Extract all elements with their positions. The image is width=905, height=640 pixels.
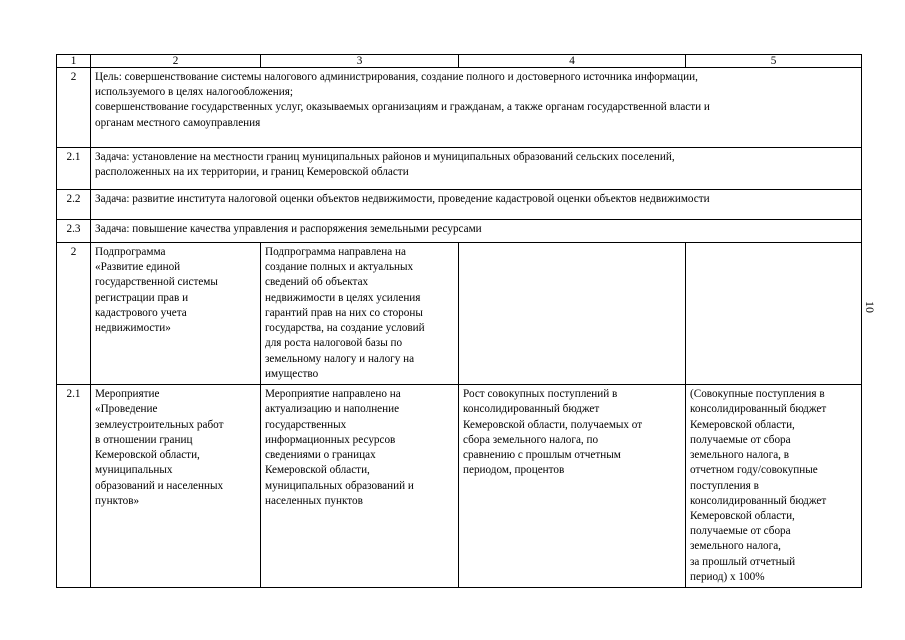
program-table bbox=[56, 54, 862, 588]
task-row bbox=[57, 220, 862, 243]
task-text: Задача: повышение качества управления и распоряжения земельными ресурсами bbox=[91, 220, 862, 243]
subprogram-description bbox=[261, 243, 459, 385]
goal-line: Цель: совершенствование системы налогового администрирования, создание полного и достоверного источника информации, bbox=[95, 71, 698, 83]
subprogram-row bbox=[57, 243, 862, 385]
measure-desc-line: актуализацию и наполнение bbox=[265, 403, 400, 416]
measure-formula-line: земельного налога, в bbox=[690, 449, 790, 462]
measure-formula-line: отчетном году/совокупные bbox=[690, 464, 818, 477]
header-row bbox=[57, 55, 862, 68]
measure-name-line: Мероприятие bbox=[95, 388, 160, 401]
measure-formula-line: Кемеровской области, bbox=[690, 418, 795, 431]
task-line: расположенных на их территории, и границ Кемеровской области bbox=[95, 166, 409, 179]
measure-formula bbox=[686, 385, 862, 588]
subprogram-desc-line: имущество bbox=[265, 367, 319, 380]
measure-name-line: Кемеровской области, bbox=[95, 449, 200, 462]
measure-name-line: в отношении границ bbox=[95, 433, 193, 446]
subprogram-indicator-cell bbox=[459, 243, 686, 385]
measure-indicator-line: Кемеровской области, получаемых от bbox=[463, 418, 643, 431]
task-number: 2.3 bbox=[57, 220, 91, 243]
subprogram-name-line: кадастрового учета bbox=[95, 306, 187, 319]
measure-name-line: образований и населенных bbox=[95, 479, 224, 492]
measure-formula-line: за прошлый отчетный bbox=[690, 555, 796, 568]
task-text: Задача: развитие института налоговой оценки объектов недвижимости, проведение кадастровой оценки объектов недвижимости bbox=[91, 190, 862, 220]
task-line: Задача: установление на местности границ муниципальных районов и муниципальных образований сельских поселений, bbox=[95, 151, 675, 163]
measure-formula-line: получаемые от сбора bbox=[690, 525, 791, 538]
measure-desc-line: сведениями о границах bbox=[265, 449, 376, 462]
measure-indicator bbox=[459, 385, 686, 588]
measure-formula-line: консолидированный бюджет bbox=[690, 494, 827, 507]
subprogram-name-line: «Развитие единой bbox=[95, 261, 181, 274]
task-text bbox=[91, 148, 862, 190]
measure-desc-line: муниципальных образований и bbox=[265, 479, 414, 492]
measure-formula-line: земельного налога, bbox=[690, 540, 781, 553]
measure-name-line: пунктов» bbox=[95, 494, 140, 507]
header-col-3: 3 bbox=[261, 55, 459, 68]
measure-name bbox=[91, 385, 261, 588]
measure-indicator-line: периодом, процентов bbox=[463, 464, 565, 477]
task-row bbox=[57, 148, 862, 190]
goal-line: используемого в целях налогообложения; bbox=[95, 86, 294, 99]
task-number: 2.1 bbox=[57, 148, 91, 190]
subprogram-number: 2 bbox=[57, 243, 91, 385]
page-number: 10 bbox=[863, 301, 877, 313]
goal-line: органам местного самоуправления bbox=[95, 116, 261, 129]
measure-formula-line: получаемые от сбора bbox=[690, 433, 791, 446]
subprogram-name-line: недвижимости» bbox=[95, 322, 171, 335]
measure-name-line: «Проведение bbox=[95, 403, 158, 416]
subprogram-desc-line: земельному налогу и налогу на bbox=[265, 352, 415, 365]
measure-formula-line: период) x 100% bbox=[690, 570, 765, 583]
task-row bbox=[57, 190, 862, 220]
header-col-4: 4 bbox=[459, 55, 686, 68]
measure-desc-line: информационных ресурсов bbox=[265, 433, 396, 446]
measure-indicator-line: Рост совокупных поступлений в bbox=[463, 388, 618, 401]
goal-number: 2 bbox=[57, 68, 91, 148]
subprogram-desc-line: сведений об объектах bbox=[265, 276, 369, 289]
measure-indicator-line: консолидированный бюджет bbox=[463, 403, 600, 416]
measure-description bbox=[261, 385, 459, 588]
subprogram-name-line: Подпрограмма bbox=[95, 246, 166, 258]
measure-desc-line: Мероприятие направлено на bbox=[265, 388, 401, 401]
measure-number: 2.1 bbox=[57, 385, 91, 588]
header-col-2: 2 bbox=[91, 55, 261, 68]
measure-name-line: муниципальных bbox=[95, 464, 173, 477]
measure-desc-line: Кемеровской области, bbox=[265, 464, 370, 477]
header-col-5: 5 bbox=[686, 55, 862, 68]
subprogram-name-line: регистрации прав и bbox=[95, 291, 189, 304]
subprogram-formula-cell bbox=[686, 243, 862, 385]
header-col-1: 1 bbox=[57, 55, 91, 68]
measure-row bbox=[57, 385, 862, 588]
measure-formula-line: (Совокупные поступления в bbox=[690, 388, 825, 401]
subprogram-desc-line: гарантий прав на них со стороны bbox=[265, 306, 423, 319]
goal-line: совершенствование государственных услуг, оказываемых организациям и гражданам, а также органам государственной власти и bbox=[95, 101, 710, 114]
subprogram-desc-line: создание полных и актуальных bbox=[265, 261, 414, 274]
goal-row bbox=[57, 68, 862, 148]
measure-formula-line: Кемеровской области, bbox=[690, 509, 795, 522]
subprogram-name bbox=[91, 243, 261, 385]
subprogram-desc-line: Подпрограмма направлена на bbox=[265, 246, 406, 258]
subprogram-name-line: государственной системы bbox=[95, 276, 218, 289]
subprogram-desc-line: недвижимости в целях усиления bbox=[265, 291, 421, 304]
measure-name-line: землеустроительных работ bbox=[95, 418, 224, 431]
measure-indicator-line: сравнению с прошлым отчетным bbox=[463, 449, 621, 462]
task-number: 2.2 bbox=[57, 190, 91, 220]
subprogram-desc-line: для роста налоговой базы по bbox=[265, 337, 403, 350]
goal-text bbox=[91, 68, 862, 148]
measure-desc-line: населенных пунктов bbox=[265, 494, 363, 507]
measure-formula-line: консолидированный бюджет bbox=[690, 403, 827, 416]
measure-indicator-line: сбора земельного налога, по bbox=[463, 433, 599, 446]
measure-formula-line: поступления в bbox=[690, 479, 759, 492]
subprogram-desc-line: государства, на создание условий bbox=[265, 322, 425, 335]
measure-desc-line: государственных bbox=[265, 418, 347, 431]
